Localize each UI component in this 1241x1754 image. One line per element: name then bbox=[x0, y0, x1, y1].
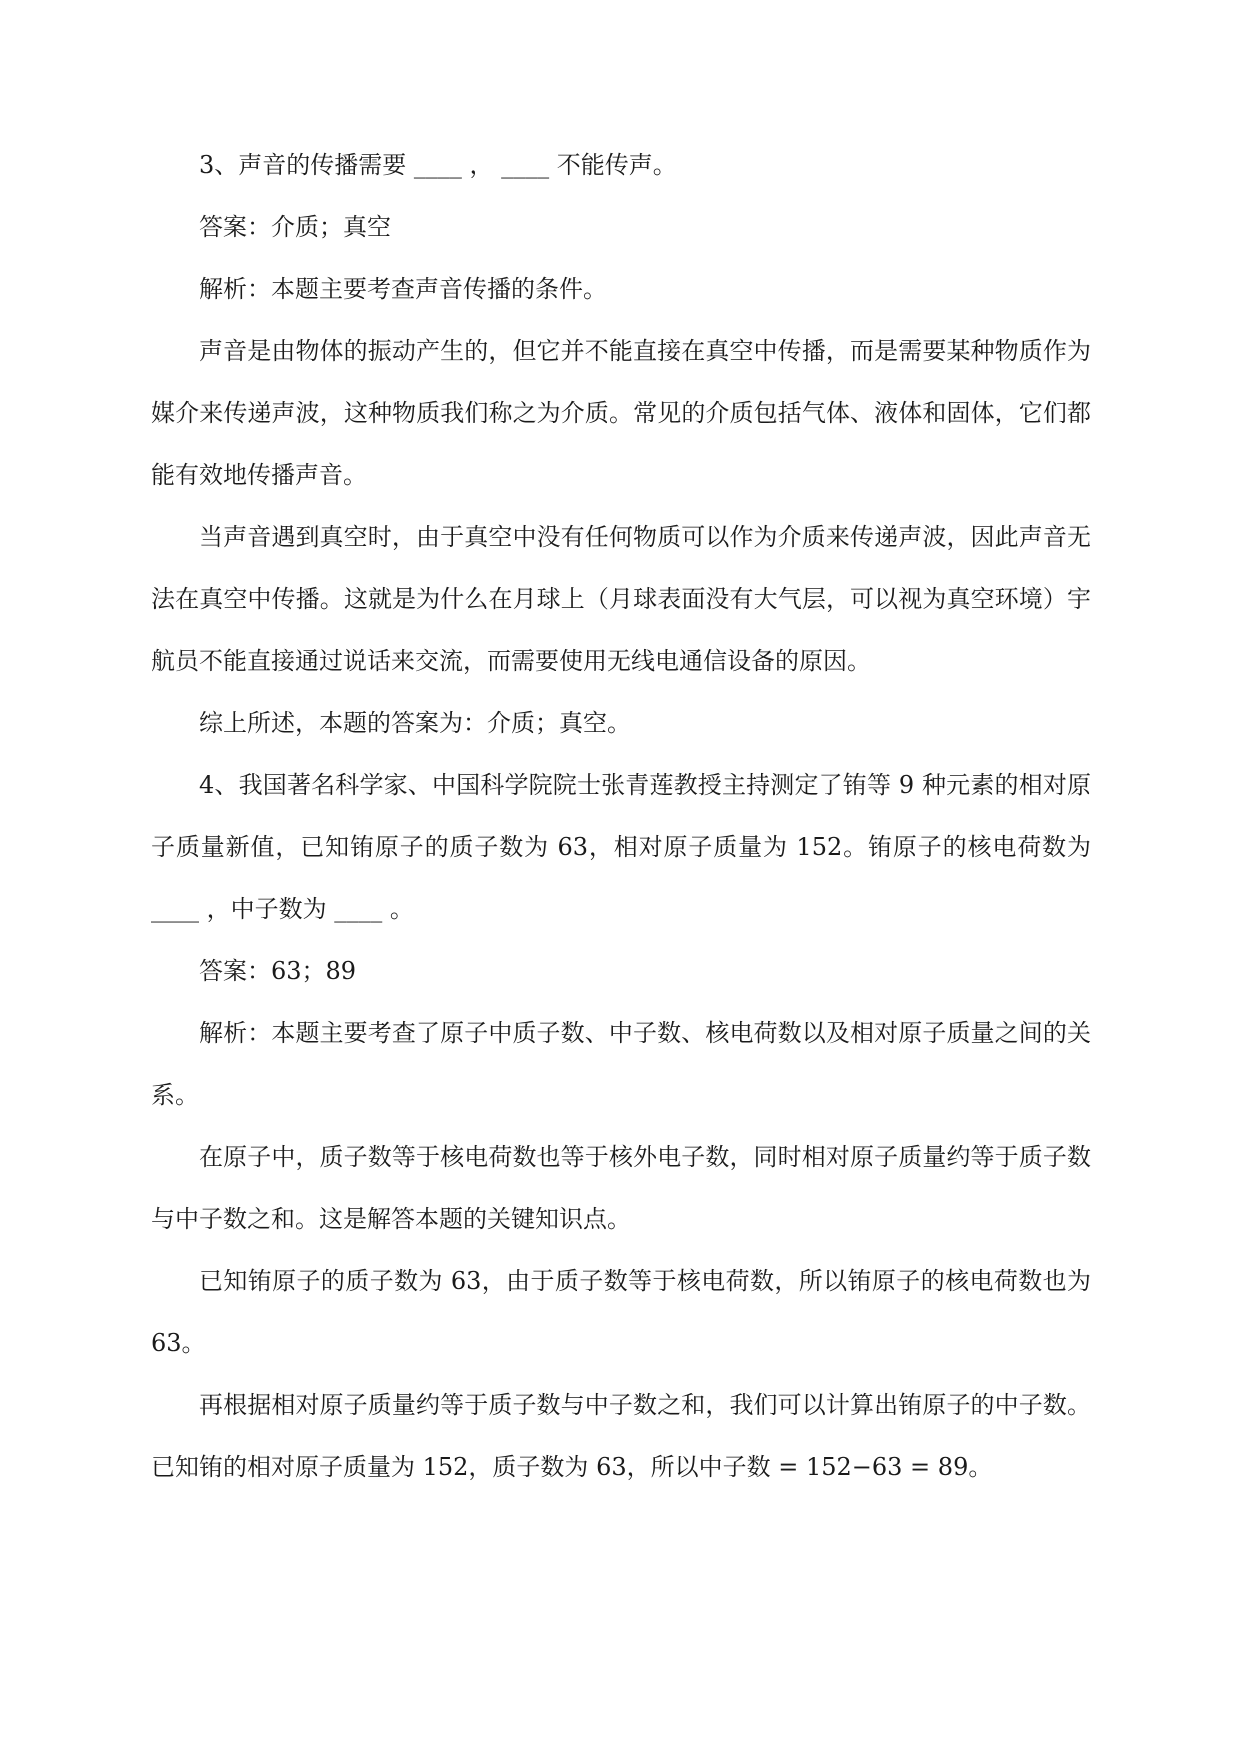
question-3: 3、声音的传播需要 ____ ， ____ 不能传声。 bbox=[199, 151, 677, 179]
analysis-3-intro: 解析：本题主要考查声音传播的条件。 bbox=[199, 275, 607, 303]
analysis-4-charge: 已知铕原子的质子数为 63，由于质子数等于核电荷数，所以铕原子的核电荷数也为 63。 bbox=[151, 1267, 1091, 1357]
analysis-3-vacuum: 当声音遇到真空时，由于真空中没有任何物质可以作为介质来传递声波，因此声音无法在真空中传播。这就是为什么在月球上（月球表面没有大气层，可以视为真空环境）宇航员不能直接通过说话来交流，而需要使用无线电通信设备的原因。 bbox=[151, 523, 1091, 675]
analysis-4-neutron: 再根据相对原子质量约等于质子数与中子数之和，我们可以计算出铕原子的中子数。已知铕的相对原子质量为 152，质子数为 63，所以中子数 = 152−63 = 89。 bbox=[151, 1391, 1091, 1481]
analysis-3-medium: 声音是由物体的振动产生的，但它并不能直接在真空中传播，而是需要某种物质作为媒介来传递声波，这种物质我们称之为介质。常见的介质包括气体、液体和固体，它们都能有效地传播声音。 bbox=[151, 337, 1091, 489]
summary-3: 综上所述，本题的答案为：介质；真空。 bbox=[199, 709, 631, 737]
analysis-4-knowledge: 在原子中，质子数等于核电荷数也等于核外电子数，同时相对原子质量约等于质子数与中子数之和。这是解答本题的关键知识点。 bbox=[151, 1143, 1091, 1233]
answer-4: 答案：63；89 bbox=[199, 957, 357, 985]
answer-3: 答案：介质；真空 bbox=[199, 213, 391, 241]
analysis-4-intro: 解析：本题主要考查了原子中质子数、中子数、核电荷数以及相对原子质量之间的关系。 bbox=[151, 1019, 1091, 1109]
question-4: 4、我国著名科学家、中国科学院院士张青莲教授主持测定了铕等 9 种元素的相对原子质量新值，已知铕原子的质子数为 63，相对原子质量为 152。铕原子的核电荷数为 ____ ，中子数为 ____ 。 bbox=[151, 771, 1091, 923]
